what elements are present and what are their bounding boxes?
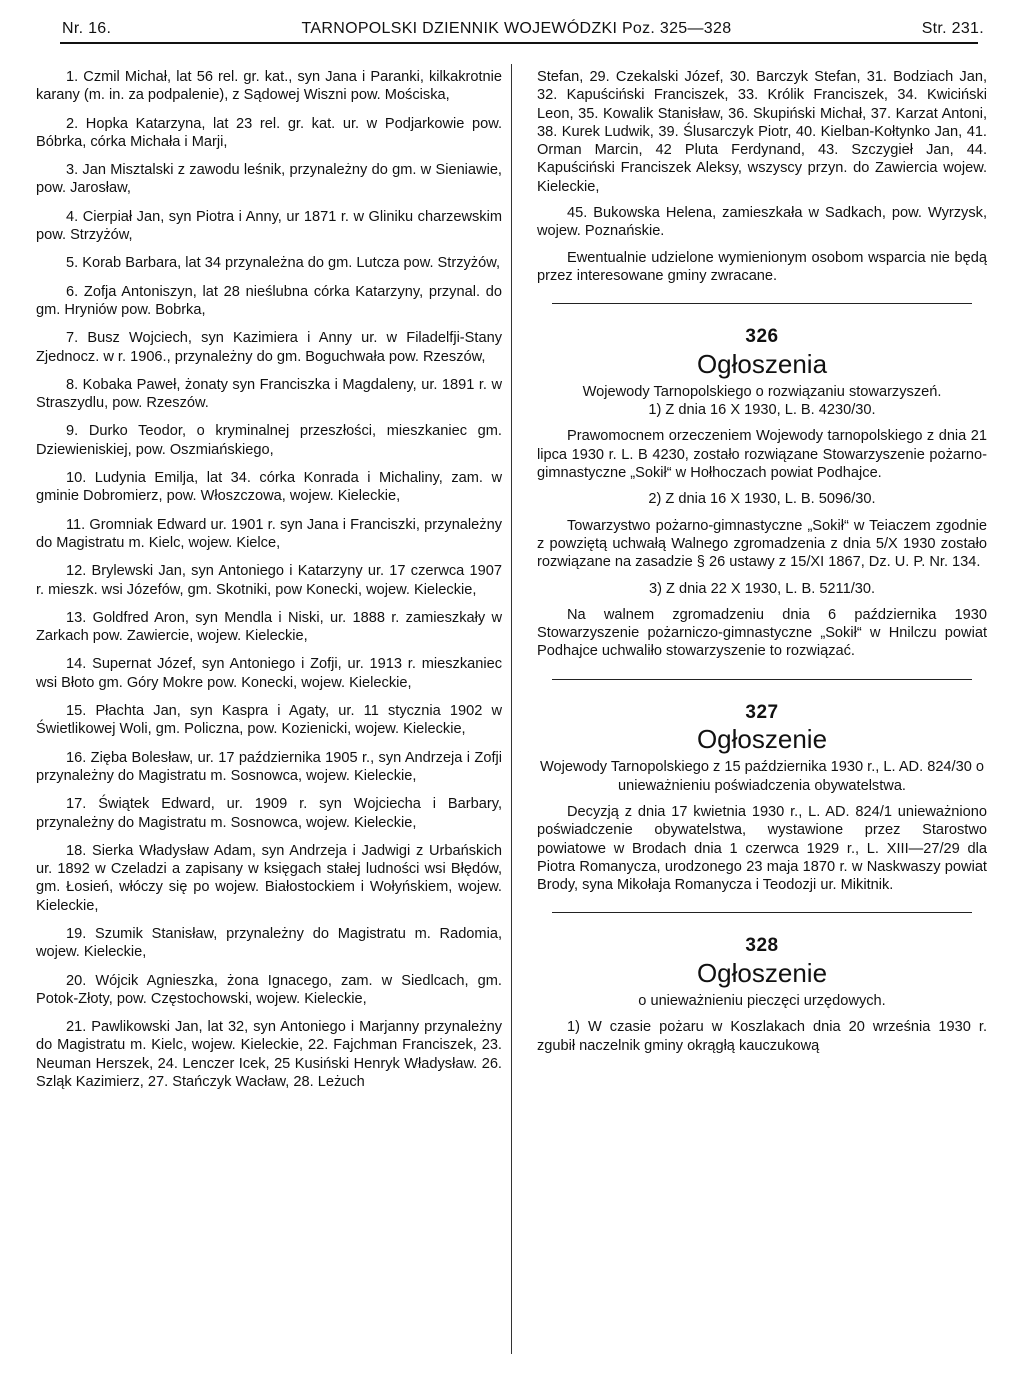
- list-item: 16. Zięba Bolesław, ur. 17 października 1905 r., syn Andrzeja i Zofji przynależny do Magistratu m. Sosnowca, wojew. Kieleckie,: [36, 749, 502, 784]
- section-rule: [552, 912, 972, 913]
- section-intro: Wojewody Tarnopolskiego z 15 października 1930 r., L. AD. 824/30 o unieważnieniu poświadczenia obywatelstwa.: [539, 759, 985, 794]
- journal-title: TARNOPOLSKI DZIENNIK WOJEWÓDZKI Poz. 325—328: [301, 20, 732, 37]
- section-number: 328: [745, 935, 779, 957]
- list-item: 13. Goldfred Aron, syn Mendla i Niski, ur. 1888 r. zamieszkały w Zarkach pow. Zawiercie, wojew. Kieleckie,: [36, 609, 502, 645]
- list-item: 15. Płachta Jan, syn Kaspra i Agaty, ur. 11 stycznia 1902 w Świetlikowej Woli, gm. Policzna, pow. Kozienicki, wojew. Kieleckie,: [36, 703, 502, 738]
- list-item: 21. Pawlikowski Jan, lat 32, syn Antoniego i Marjanny przynależny do Magistratu m. Kielc, wojew. Kieleckie, 22. Fajchman Franciszek, 23. Neuman Herszek, 24. Lenczer Icek, 25 Kusiński Henryk Władysław. 26. Szląk Kazimierz, 27. Stańczyk Wacław, 28. Leżuch: [36, 1019, 502, 1091]
- left-column: [36, 68, 502, 1091]
- list-item: 8. Kobaka Paweł, żonaty syn Franciszka i Magdaleny, ur. 1891 r. w Straszydlu, pow. Rzeszów.: [36, 376, 502, 412]
- list-item: 20. Wójcik Agnieszka, żona Ignacego, zam. w Siedlcach, gm. Potok-Złoty, pow. Częstochowski, wojew. Kieleckie,: [36, 972, 502, 1007]
- paragraph: Decyzją z dnia 17 kwietnia 1930 r., L. AD. 824/1 unieważniono poświadczenie obywatelstwa, wystawione przez Starostwo powiatowe w Brodach dnia 1 czerwca 1929 r., L. XIII—27/29 dla Piotra Romanycza, urodzonego 23 maja 1870 r. w Naskwaszy powiat Brody, syna Mikołaja Romanycza i Teodozji ur. Mikitnik.: [537, 803, 987, 894]
- section-number: 327: [745, 701, 779, 723]
- list-item: 19. Szumik Stanisław, przynależny do Magistratu m. Radomia, wojew. Kieleckie,: [36, 925, 502, 961]
- list-item: 14. Supernat Józef, syn Antoniego i Zofji, ur. 1913 r. mieszkaniec wsi Błoto gm. Góry Mokre pow. Konecki, wojew. Kieleckie,: [36, 656, 502, 691]
- list-item: 12. Brylewski Jan, syn Antoniego i Katarzyny ur. 17 czerwca 1907 r. mieszk. wsi Józefów, gm. Skotniki, pow Konecki, wojew. Kieleckie,: [36, 563, 502, 598]
- list-item: 6. Zofja Antoniszyn, lat 28 nieślubna córka Katarzyny, przynal. do gm. Hryniów pow. Bobrka,: [36, 283, 502, 318]
- column-divider: [511, 64, 512, 1354]
- closing-note: Ewentualnie udzielone wymienionym osobom wsparcia nie będą przez interesowane gminy zwracane.: [537, 249, 987, 284]
- issue-number: Nr. 16.: [62, 20, 112, 37]
- list-item: 1. Czmil Michał, lat 56 rel. gr. kat., syn Jana i Paranki, kilkakrotnie karany (m. in. za podpalenie), z Sądowej Wiszni pow. Mościska,: [36, 69, 502, 104]
- list-item: 11. Gromniak Edward ur. 1901 r. syn Jana i Franciszki, przynależny do Magistratu m. Kielc, wojew. Kielce,: [36, 516, 502, 551]
- list-continuation: Stefan, 29. Czekalski Józef, 30. Barczyk Stefan, 31. Bodziach Jan, 32. Kapuściński Franciszek, 33. Królik Franciszek, 34. Kwiciński Leon, 35. Kowalik Stanisław, 36. Skupiński Michał, 37. Karzat Antoni, 38. Kurek Ludwik, 39. Ślusarczyk Piotr, 40. Kielban-Kołtynko Jan, 41. Orman Marcin, 42 Pluta Ferdynand, 43. Szczygieł Jan, 44. Kapuściński Franciszek Aleksy, wszyscy przyn. do Zawiercia wojew. Kieleckie,: [537, 69, 987, 195]
- list-item: 45. Bukowska Helena, zamieszkała w Sadkach, pow. Wyrzysk, wojew. Poznańskie.: [537, 205, 987, 240]
- list-item: 17. Świątek Edward, ur. 1909 r. syn Wojciecha i Barbary, przynależny do Magistratu m. Sosnowca, wojew. Kieleckie,: [36, 796, 502, 831]
- list-item: 18. Sierka Władysław Adam, syn Andrzeja i Jadwigi z Urbańskich ur. 1892 w Czeladzi a zapisany w księgach stałej ludności wsi Błędów, gm. Łosień, włóczy się po wojew. Białostockiem i Wołyńskiem, wojew. Kieleckie,: [36, 842, 502, 914]
- list-item: 5. Korab Barbara, lat 34 przynależna do gm. Lutcza pow. Strzyżów,: [66, 255, 500, 272]
- list-item: 2. Hopka Katarzyna, lat 23 rel. gr. kat. ur. w Podjarkowie pow. Bóbrka, córka Michała i Marji,: [36, 115, 502, 150]
- header-rule: [60, 42, 978, 44]
- section-number: 326: [745, 326, 779, 348]
- list-item: 7. Busz Wojciech, syn Kazimiera i Anny ur. w Filadelfji-Stany Zjednocz. w r. 1906., przynależny do gm. Boguchwała pow. Rzeszów,: [36, 330, 502, 365]
- section-title: Ogłoszenia: [696, 348, 828, 379]
- section-rule: [552, 303, 972, 304]
- subsection-heading: 1) Z dnia 16 X 1930, L. B. 4230/30.: [648, 402, 876, 419]
- section-title: Ogłoszenie: [696, 957, 828, 988]
- page-header: [62, 20, 984, 38]
- subsection-heading: 3) Z dnia 22 X 1930, L. B. 5211/30.: [648, 580, 876, 597]
- list-item: 4. Cierpiał Jan, syn Piotra i Anny, ur 1871 r. w Gliniku charzewskim pow. Strzyżów,: [36, 208, 502, 244]
- list-item: 9. Durko Teodor, o kryminalnej przeszłości, mieszkaniec gm. Dziewieniskiej, pow. Oszmiańskiego,: [36, 423, 502, 458]
- section-intro: o unieważnieniu pieczęci urzędowych.: [638, 992, 886, 1009]
- section-rule: [552, 679, 972, 680]
- page-number: Str. 231.: [921, 20, 984, 37]
- paragraph: Towarzystwo pożarno-gimnastyczne „Sokił“ w Teiaczem zgodnie z powziętą uchwałą Walnego zgromadzenia z dnia 5/X 1930 zostało rozwiązane na zasadzie § 26 ustawy z 15/XI 1867, Dz. U. P. Nr. 134.: [537, 517, 987, 571]
- paragraph: Na walnem zgromadzeniu dnia 6 października 1930 Stowarzyszenie pożarniczo-gimnastyczne „Sokił“ w Hnilczu powiat Podhajce uchwaliło stowarzyszenie to rozwiązać.: [537, 606, 987, 660]
- list-item: 3. Jan Misztalski z zawodu leśnik, przynależny do gm. w Sieniawie, pow. Jarosław,: [36, 162, 502, 197]
- subsection-heading: 2) Z dnia 16 X 1930, L. B. 5096/30.: [648, 491, 876, 508]
- list-item: 10. Ludynia Emilja, lat 34. córka Konrada i Michaliny, zam. w gminie Dobromierz, pow. Włoszczowa, wojew. Kieleckie,: [36, 470, 502, 505]
- section-intro: Wojewody Tarnopolskiego o rozwiązaniu stowarzyszeń.: [582, 383, 942, 400]
- section-title: Ogłoszenie: [696, 724, 828, 755]
- right-column: [537, 68, 987, 1055]
- paragraph: 1) W czasie pożaru w Koszlakach dnia 20 września 1930 r. zgubił naczelnik gminy okrągłą kauczukową: [537, 1019, 987, 1054]
- paragraph: Prawomocnem orzeczeniem Wojewody tarnopolskiego z dnia 21 lipca 1930 r. L. B 4230, zostało rozwiązane Stowarzyszenie pożarno-gimnastyczne „Sokił“ w Hołhoczach powiat Podhajce.: [537, 428, 987, 482]
